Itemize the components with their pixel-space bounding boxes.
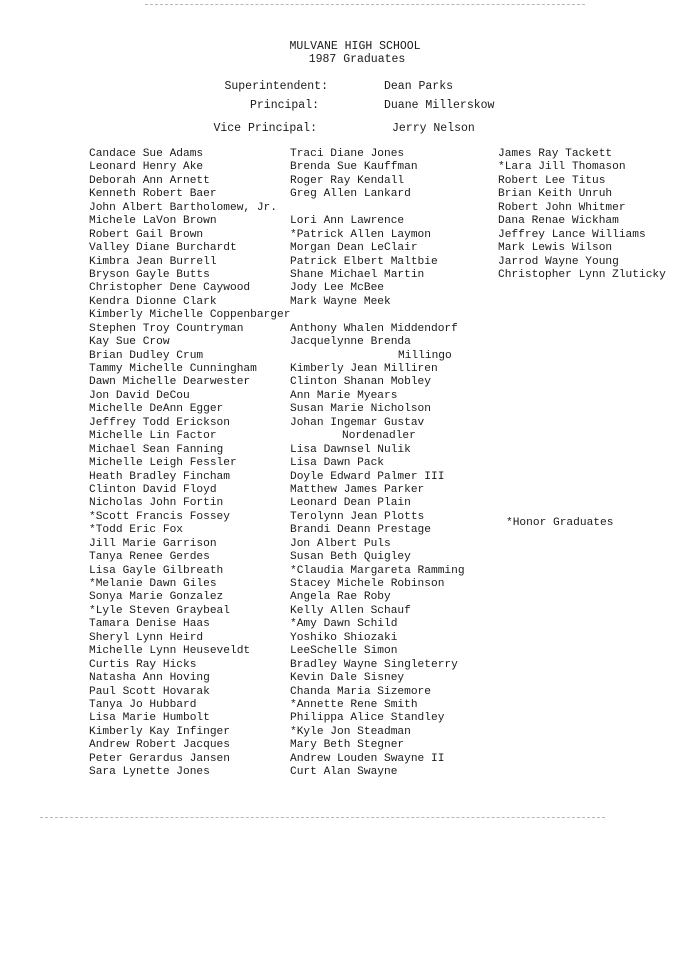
graduate-name: Shane Michael Martin — [290, 268, 425, 281]
graduate-name: Jeffrey Lance Williams — [498, 228, 646, 241]
graduate-name: Robert Gail Brown — [89, 228, 204, 241]
staff-superintendent — [0, 80, 700, 94]
graduate-name: *Amy Dawn Schild — [290, 618, 398, 631]
graduate-name: Philippa Alice Standley — [290, 712, 445, 725]
graduate-name: Terolynn Jean Plotts — [290, 510, 425, 523]
graduate-name: *Lyle Steven Graybeal — [89, 604, 230, 617]
graduate-name: Chanda Maria Sizemore — [290, 685, 431, 698]
graduate-name: Jarrod Wayne Young — [498, 255, 619, 268]
graduate-name: Doyle Edward Palmer III — [290, 470, 445, 483]
graduate-name: Tammy Michelle Cunningham — [89, 363, 257, 375]
graduate-name: Lisa Dawnsel Nulik — [290, 443, 411, 456]
graduate-name: James Ray Tackett — [498, 148, 613, 160]
graduate-name — [290, 309, 500, 322]
graduate-name: Michele LaVon Brown — [89, 215, 217, 228]
graduate-name: Michelle Lynn Heuseveldt — [89, 645, 251, 658]
staff-role: Principal: — [249, 99, 319, 112]
graduate-name: Sara Lynette Jones — [89, 766, 210, 779]
graduate-name: Jon David DeCou — [89, 389, 190, 402]
graduate-name: Clinton David Floyd — [89, 483, 217, 496]
graduate-name: Ann Marie Myears — [290, 389, 398, 402]
staff-vice-principal — [0, 122, 700, 136]
graduate-name: Brian Dudley Crum — [89, 349, 204, 362]
graduate-name: Jill Marie Garrison — [89, 537, 217, 550]
graduate-name: Lisa Gayle Gilbreath — [89, 564, 224, 577]
staff-name: Jerry Nelson — [392, 122, 475, 135]
graduate-name: Valley Diane Burchardt — [89, 242, 237, 255]
graduate-name: Tamara Denise Haas — [89, 618, 210, 631]
graduate-name: Leonard Dean Plain — [290, 497, 411, 510]
graduate-name: Brenda Sue Kauffman — [290, 161, 418, 174]
graduate-name: Lori Ann Lawrence — [290, 215, 405, 228]
graduate-name: Kimberly Kay Infinger — [89, 725, 230, 738]
honor-graduates-note: *Honor Graduates — [506, 517, 614, 529]
graduate-name: Andrew Louden Swayne II — [290, 752, 445, 765]
graduate-name: Tanya Renee Gerdes — [89, 551, 210, 564]
graduate-name: John Albert Bartholomew, Jr. — [89, 201, 277, 214]
graduate-name: Kay Sue Crow — [89, 336, 170, 349]
graduate-name: Christopher Dene Caywood — [89, 282, 251, 295]
class-title: 1987 Graduates — [308, 53, 406, 66]
graduate-name: Kevin Dale Sisney — [290, 672, 405, 685]
graduates-column-2 — [290, 148, 500, 780]
graduate-name: Robert Lee Titus — [498, 174, 606, 187]
graduate-name: *Scott Francis Fossey — [89, 510, 230, 523]
graduate-name: *Kyle Jon Steadman — [290, 725, 411, 738]
graduate-name: LeeSchelle Simon — [290, 645, 398, 658]
graduate-name: Sonya Marie Gonzalez — [89, 591, 224, 604]
document-header — [0, 40, 700, 66]
staff-principal — [0, 99, 700, 113]
staff-role: Superintendent: — [224, 80, 328, 93]
graduate-name: Roger Ray Kendall — [290, 174, 405, 187]
graduate-name: Kelly Allen Schauf — [290, 604, 411, 617]
graduate-name: Lisa Dawn Pack — [290, 457, 384, 470]
graduate-name: Kimberly Jean Milliren — [290, 363, 438, 375]
graduate-name: Anthony Whalen Middendorf — [290, 322, 458, 335]
staff-name: Dean Parks — [384, 80, 454, 93]
graduate-name: *Claudia Margareta Ramming — [290, 564, 465, 577]
graduate-name: Angela Rae Roby — [290, 591, 391, 604]
graduate-name: *Patrick Allen Laymon — [290, 228, 431, 241]
graduate-name: Bradley Wayne Singleterry — [290, 658, 458, 671]
graduate-name: Brian Keith Unruh — [498, 188, 613, 201]
graduate-name: Jacquelynne Brenda — [290, 336, 411, 349]
graduate-name: Natasha Ann Hoving — [89, 672, 210, 685]
graduate-name: Matthew James Parker — [290, 483, 425, 496]
graduate-name: Bryson Gayle Butts — [89, 268, 210, 281]
top-dashed-rule — [145, 4, 585, 5]
graduate-name: Nordenadler — [342, 430, 416, 443]
graduate-name: Stephen Troy Countryman — [89, 322, 244, 335]
graduate-name: Candace Sue Adams — [89, 148, 204, 160]
graduate-name: Kimbra Jean Burrell — [89, 255, 217, 268]
graduate-name: *Todd Eric Fox — [89, 524, 183, 537]
graduate-name — [290, 202, 500, 215]
graduate-name: Lisa Marie Humbolt — [89, 712, 210, 725]
graduate-name: Dawn Michelle Dearwester — [89, 376, 251, 389]
graduate-name: Curt Alan Swayne — [290, 766, 398, 779]
graduate-name: Heath Bradley Fincham — [89, 470, 230, 483]
graduate-name: Andrew Robert Jacques — [89, 739, 230, 752]
graduates-column-3 — [498, 148, 698, 282]
bottom-dashed-rule — [40, 817, 605, 818]
graduate-name: Jody Lee McBee — [290, 282, 384, 295]
school-name: MULVANE HIGH SCHOOL — [289, 40, 421, 53]
graduates-column-1 — [89, 148, 309, 780]
graduate-name: Michelle DeAnn Egger — [89, 403, 224, 416]
graduate-name: *Melanie Dawn Giles — [89, 578, 217, 590]
graduate-name: Peter Gerardus Jansen — [89, 752, 230, 765]
graduate-name: Christopher Lynn Zlutickу — [498, 268, 666, 281]
graduate-name: Kendra Dionne Clark — [89, 295, 217, 308]
staff-name: Duane Millerskow — [384, 99, 495, 112]
graduate-name: Morgan Dean LeClair — [290, 242, 418, 255]
graduate-name: Mark Wayne Meek — [290, 295, 391, 308]
graduate-name: Dana Renae Wickham — [498, 215, 619, 228]
graduate-name: Susan Beth Quigley — [290, 551, 411, 564]
graduate-name: *Annette Rene Smith — [290, 698, 418, 711]
graduate-name: Paul Scott Hovarak — [89, 685, 210, 698]
graduate-name: Yoshiko Shiozaki — [290, 631, 398, 644]
graduate-name: Jeffrey Todd Erickson — [89, 416, 230, 429]
graduate-name: Jon Albert Puls — [290, 537, 391, 550]
graduate-name: Susan Marie Nicholson — [290, 403, 431, 416]
staff-role: Vice Principal: — [213, 122, 317, 135]
graduate-name: Tanya Jo Hubbard — [89, 698, 197, 711]
graduate-name: Deborah Ann Arnett — [89, 174, 210, 187]
graduate-name: Traci Diane Jones — [290, 148, 405, 160]
graduate-name: Stacey Michele Robinson — [290, 578, 445, 590]
graduate-name: Curtis Ray Hicks — [89, 658, 197, 671]
graduate-name: Clinton Shanan Mobley — [290, 376, 431, 389]
graduate-name: Michelle Leigh Fessler — [89, 457, 237, 470]
graduate-name: Kimberly Michelle Coppenbarger — [89, 309, 291, 322]
graduate-name: Mary Beth Stegner — [290, 739, 405, 752]
graduate-name: Robert John Whitmer — [498, 201, 626, 214]
graduate-name: Johan Ingemar Gustav — [290, 416, 425, 429]
graduate-name: Patrick Elbert Maltbie — [290, 255, 438, 268]
graduate-name: Millingo — [398, 349, 452, 362]
graduate-name: Leonard Henry Ake — [89, 161, 204, 174]
graduate-name: Michelle Lin Factor — [89, 430, 217, 443]
graduate-name: Nicholas John Fortin — [89, 497, 224, 510]
graduate-name: Greg Allen Lankard — [290, 188, 411, 201]
graduate-name: Sheryl Lynn Heird — [89, 631, 204, 644]
graduate-name: *Lara Jill Thomason — [498, 161, 626, 174]
graduate-name: Mark Lewis Wilson — [498, 242, 613, 255]
graduate-name: Kenneth Robert Baer — [89, 188, 217, 201]
graduate-name: Michael Sean Fanning — [89, 443, 224, 456]
graduate-name: Brandi Deann Prestage — [290, 524, 431, 537]
